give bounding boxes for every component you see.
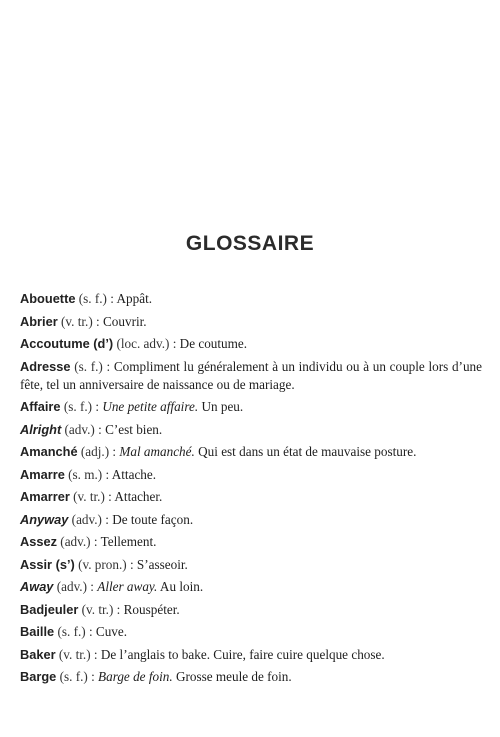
entry-example: Aller away.: [97, 579, 158, 594]
entry-headword: Abrier: [20, 313, 58, 329]
glossary-entry: [20, 358, 482, 394]
entry-definition: Qui est dans un état de mauvaise posture.: [198, 444, 417, 459]
glossary-entry: [20, 466, 482, 484]
entry-grammar: (s. f.) :: [63, 399, 100, 414]
entry-grammar: (adv.) :: [60, 534, 98, 549]
glossary-entry: [20, 421, 482, 439]
glossary-entry: [20, 511, 482, 529]
glossary-entry: [20, 623, 482, 641]
entry-grammar: (s. f.) :: [78, 291, 114, 306]
entry-example: Barge de foin.: [98, 669, 173, 684]
entry-definition: Grosse meule de foin.: [175, 669, 292, 684]
glossary-entry: [20, 556, 482, 574]
entry-grammar: (loc. adv.) :: [116, 336, 177, 351]
entry-headword: Amanché: [20, 444, 78, 459]
glossary-list: [20, 290, 482, 691]
entry-definition: De toute façon.: [112, 511, 194, 527]
entry-grammar: (v. pron.) :: [78, 556, 134, 572]
entry-definition: Cuve.: [95, 624, 128, 639]
entry-grammar: (adv.) :: [56, 579, 94, 594]
entry-example: Mal amanché.: [119, 444, 195, 459]
entry-headword: Badjeuler: [20, 601, 79, 617]
entry-grammar: (s. m.) :: [68, 466, 110, 482]
entry-definition: Compliment lu généralement à un individu ou à un couple lors d’une fête, tel un anniversaire de naissance ou de mariage.: [20, 358, 482, 392]
entry-grammar: (adv.) :: [64, 421, 102, 437]
entry-headword: Barge: [20, 669, 57, 684]
glossary-entry: [20, 578, 482, 596]
entry-definition: De coutume.: [179, 336, 248, 351]
entry-grammar: (s. f.) :: [57, 624, 93, 639]
entry-grammar: (adj.) :: [80, 444, 117, 459]
glossary-entry: [20, 290, 482, 308]
entry-grammar: (adv.) :: [71, 511, 109, 527]
entry-grammar: (s. f.) :: [74, 358, 111, 374]
glossary-entry: [20, 601, 482, 619]
entry-definition: Tellement.: [100, 534, 157, 549]
entry-definition: Couvrir.: [103, 313, 147, 329]
glossary-entry: [20, 398, 482, 416]
entry-headword: Assez: [20, 534, 57, 549]
entry-grammar: (v. tr.) :: [73, 489, 112, 504]
glossary-entry: [20, 646, 482, 664]
entry-headword: Abouette: [20, 291, 76, 306]
entry-headword: Anyway: [20, 511, 69, 527]
entry-headword: Assir (s’): [20, 556, 75, 572]
entry-headword: Amarre: [20, 466, 65, 482]
entry-definition: Attache.: [111, 466, 157, 482]
entry-grammar: (v. tr.) :: [61, 313, 100, 329]
entry-definition: Rouspéter.: [123, 601, 180, 617]
entry-headword: Accoutume (d’): [20, 336, 114, 351]
entry-definition: Appât.: [116, 291, 153, 306]
entry-example: Une petite affaire.: [102, 399, 199, 414]
entry-definition: Au loin.: [159, 579, 204, 594]
entry-definition: Un peu.: [201, 399, 244, 414]
entry-headword: Baker: [20, 646, 56, 662]
entry-definition: S’asseoir.: [136, 556, 188, 572]
entry-headword: Away: [20, 579, 54, 594]
entry-grammar: (v. tr.) :: [58, 646, 98, 662]
glossary-entry: [20, 668, 482, 686]
entry-headword: Alright: [20, 421, 62, 437]
glossary-entry: [20, 443, 482, 461]
glossary-entry: [20, 533, 482, 551]
entry-definition: De l’anglais to bake. Cuire, faire cuire quelque chose.: [100, 646, 385, 662]
entry-definition: C’est bien.: [105, 421, 163, 437]
entry-headword: Baille: [20, 624, 55, 639]
glossary-entry: [20, 313, 482, 331]
page-title: GLOSSAIRE: [185, 232, 315, 255]
entry-headword: Adresse: [20, 358, 71, 374]
entry-grammar: (v. tr.) :: [81, 601, 121, 617]
entry-headword: Amarrer: [20, 489, 70, 504]
glossary-entry: [20, 335, 482, 353]
entry-headword: Affaire: [20, 399, 61, 414]
glossary-entry: [20, 488, 482, 506]
entry-definition: Attacher.: [114, 489, 163, 504]
entry-grammar: (s. f.) :: [59, 669, 95, 684]
